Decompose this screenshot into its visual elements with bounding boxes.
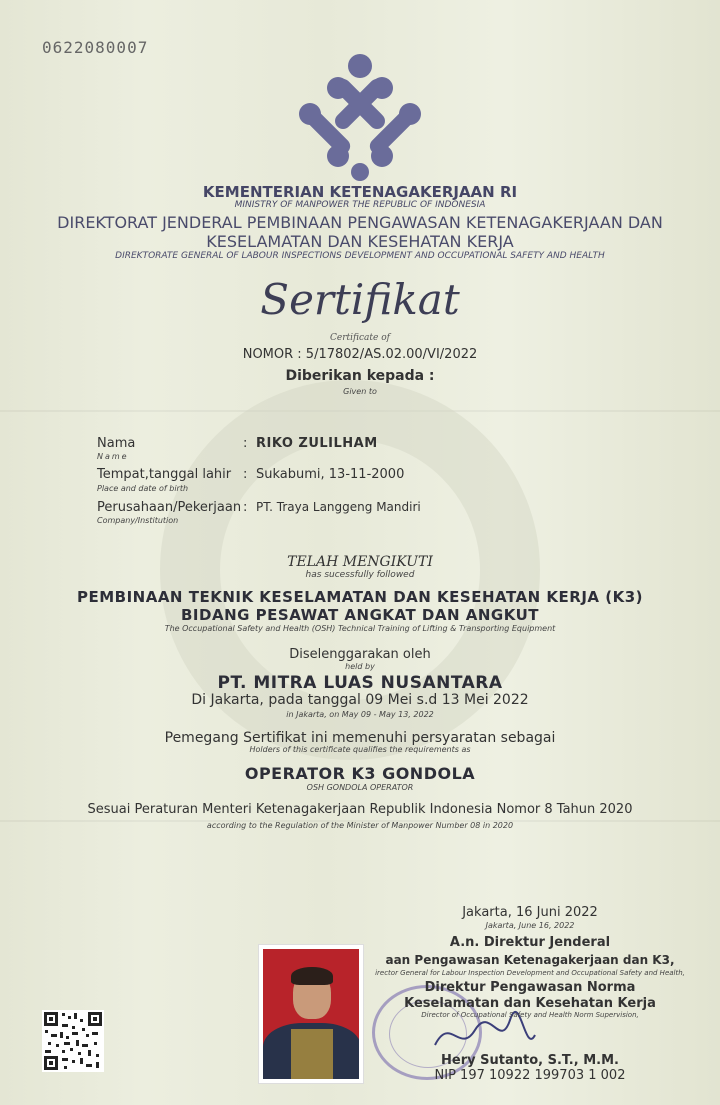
ministry-title: KEMENTERIAN KETENAGAKERJAAN RI [202,183,518,201]
given-label: Diberikan kepada : [285,368,435,384]
signer-name: Hery Sutanto, S.T., M.M. [441,1053,619,1068]
holder-statement: Pemegang Sertifikat ini memenuhi persyaratan sebagai [164,730,556,746]
qualification-title: OPERATOR K3 GONDOLA [244,764,476,783]
company-label-en: Company/Institution [97,516,179,525]
sign-director-line1: Direktur Pengawasan Norma [424,980,636,995]
name-value: RIKO ZULILHAM [256,436,378,451]
colon: : [243,436,248,451]
directorate-en: DIREKTORATE GENERAL OF LABOUR INSPECTIONS DEVELOPMENT AND OCCUPATIONAL SAFETY AND HEALTH [115,251,605,261]
place-date: Di Jakarta, pada tanggal 09 Mei s.d 13 Mei 2022 [191,692,529,708]
held-by-label: Diselenggarakan oleh [289,647,431,662]
sign-director-en: Director of Occupational Safety and Health Norm Supervision, [421,1011,639,1019]
followed-label: TELAH MENGIKUTI [287,554,433,570]
birth-label: Tempat,tanggal lahir [97,467,232,482]
organizer-name: PT. MITRA LUAS NUSANTARA [217,673,503,693]
regulation-text: Sesuai Peraturan Menteri Ketenagakerjaan Republik Indonesia Nomor 8 Tahun 2020 [87,802,633,817]
followed-label-en: has sucessfully followed [305,570,415,580]
sign-dirgen: aan Pengawasan Ketenagakerjaan dan K3, [385,953,675,967]
name-label: Nama [97,436,136,451]
sign-director-line2: Keselamatan dan Kesehatan Kerja [404,996,656,1011]
directorate-line1: DIREKTORAT JENDERAL PEMBINAAN PENGAWASAN KETENAGAKERJAAN DAN [57,213,663,232]
colon: : [243,467,248,482]
certificate-title-en: Certificate of [330,333,390,343]
program-title-line1: PEMBINAAN TEKNIK KESELAMATAN DAN KESEHATAN KERJA (K3) [76,588,644,606]
sign-dirgen-en: irector General for Labour Inspection Development and Occupational Safety and Health, [375,969,685,977]
colon: : [243,500,248,515]
certificate-title: Sertifikat [260,275,460,324]
qr-code-icon [42,1010,104,1072]
birth-value: Sukabumi, 13-11-2000 [256,467,405,482]
holder-photo [258,944,364,1084]
ministry-title-en: MINISTRY OF MANPOWER THE REPUBLIC OF INDONESIA [234,200,486,210]
holder-statement-en: Holders of this certificate qualifies the requirements as [249,745,471,754]
given-label-en: Given to [343,387,377,396]
sign-date-en: Jakarta, June 16, 2022 [485,921,575,930]
ministry-logo [290,52,430,182]
sign-date: Jakarta, 16 Juni 2022 [462,905,598,920]
regulation-text-en: according to the Regulation of the Minister of Manpower Number 08 in 2020 [206,821,514,830]
company-label: Perusahaan/Pekerjaan [97,500,242,515]
qualification-title-en: OSH GONDOLA OPERATOR [306,783,414,792]
signer-nip: NIP 197 10922 199703 1 002 [434,1068,626,1083]
certificate-number: NOMOR : 5/17802/AS.02.00/VI/2022 [242,347,478,362]
name-label-en: Name [97,452,129,461]
program-title-en: The Occupational Safety and Health (OSH) Technical Training of Lifting & Transporting Equipment [164,624,556,633]
birth-label-en: Place and date of birth [97,484,189,493]
directorate-line2: KESELAMATAN DAN KESEHATAN KERJA [206,232,514,251]
program-title-line2: BIDANG PESAWAT ANGKAT DAN ANGKUT [181,606,539,624]
company-value: PT. Traya Langgeng Mandiri [256,500,421,514]
sign-on-behalf: A.n. Direktur Jenderal [449,935,611,950]
place-date-en: in Jakarta, on May 09 - May 13, 2022 [286,710,434,719]
serial-number: 0622080007 [42,38,149,57]
held-by-label-en: held by [345,662,375,671]
